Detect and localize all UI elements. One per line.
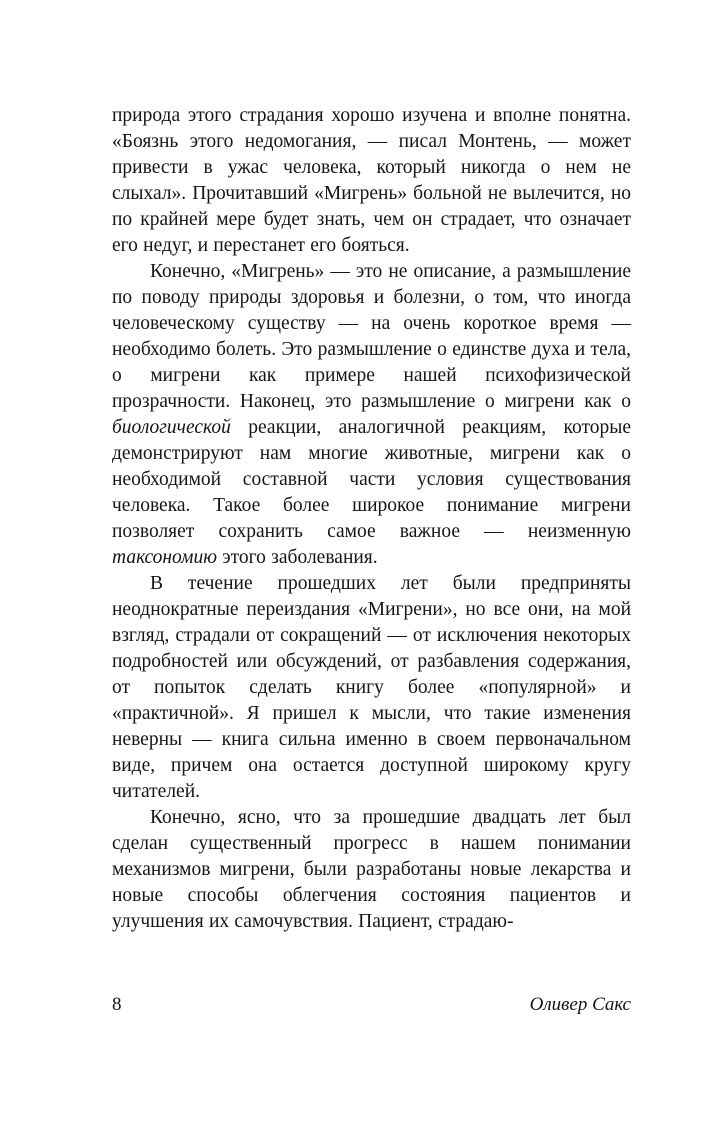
paragraph: Конечно, «Мигрень» — это не описание, а размышление по поводу природы здоровья и болезни, о том, что иногда человеческому существу — на очень короткое время — необходимо болеть. Это размышление о единстве духа и тела, о мигрени как примере нашей психофизической прозрачности. Наконец, это размышление о мигрени как о биологической реакции, аналогичной реакциям, которые демонстрируют нам многие животные, мигрени как о необходимой составной части условия существования человека. Такое более широкое понимание мигрени позволяет сохранить самое важное — неизменную таксономию этого заболевания. bbox=[112, 261, 631, 568]
page-number: 8 bbox=[112, 994, 122, 1015]
paragraph: Конечно, ясно, что за прошедшие двадцать лет был сделан существенный прогресс в нашем понимании механизмов мигрени, были разработаны новые лекарства и новые способы облегчения состояния пациентов и улучшения их самочувствия. Пациент, страдаю- bbox=[112, 807, 631, 932]
italic-term: биологической bbox=[112, 417, 231, 438]
paragraph: природа этого страдания хорошо изучена и вполне понятна. «Боязнь этого недомогания, — писал Монтень, — может привести в ужас человека, который никогда о нем не слыхал». Прочитавший «Мигрень» больной не вылечится, но по крайней мере будет знать, чем он страдает, что означает его недуг, и перестанет его бояться. bbox=[112, 105, 631, 256]
paragraph: В течение прошедших лет были предприняты неоднократные переиздания «Мигрени», но все они, на мой взгляд, страдали от сокращений — от исключения некоторых подробностей или обсуждений, от разбавления содержания, от попыток сделать книгу более «популярной» и «практичной». Я пришел к мысли, что такие изменения неверны — книга сильна именно в своем первоначальном виде, причем она остается доступной широкому кругу читателей. bbox=[112, 573, 631, 802]
running-author: Оливер Сакс bbox=[529, 994, 631, 1015]
page-text bbox=[112, 103, 631, 935]
page-footer bbox=[112, 993, 631, 1017]
italic-term: таксономию bbox=[112, 547, 217, 568]
